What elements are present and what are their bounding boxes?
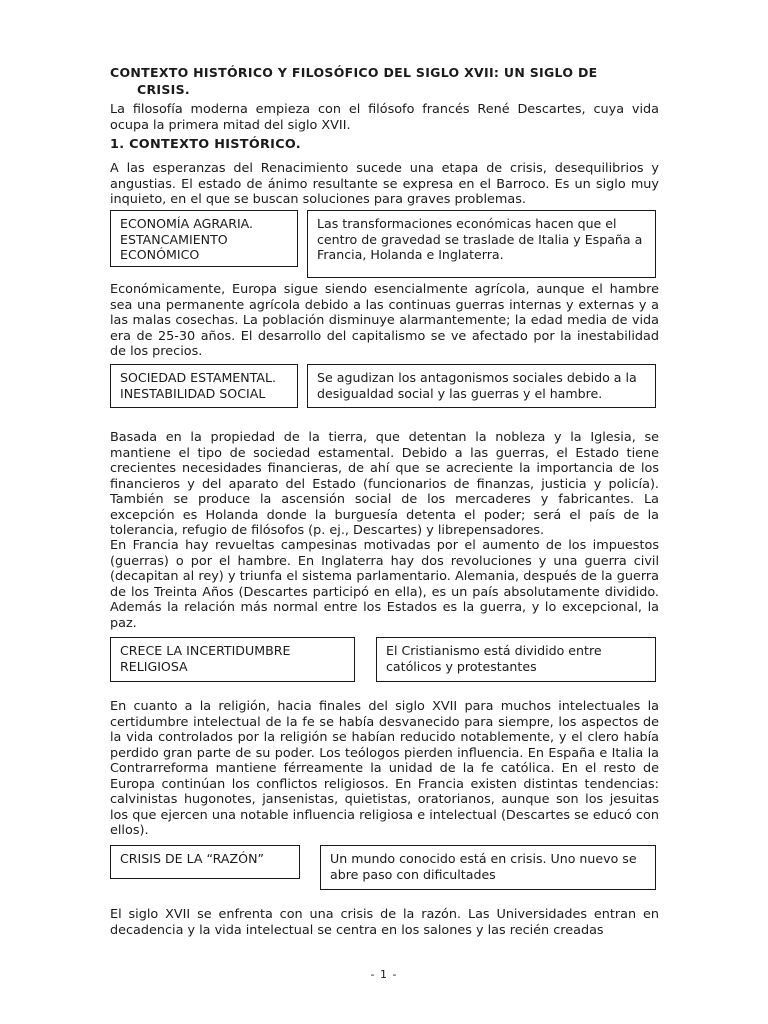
paragraph-1: A las esperanzas del Renacimiento sucede una etapa de crisis, desequilibrios y angustias. El estado de ánimo resultante se expresa en el Barroco. Es un siglo muy inquieto, en el que se buscan soluciones para graves problemas.	[110, 161, 659, 207]
page-number: - 1 -	[370, 968, 398, 981]
box-economia-label: ECONOMÍA AGRARIA. ESTANCAMIENTO ECONÓMICO	[110, 210, 298, 267]
section-heading: 1. CONTEXTO HISTÓRICO.	[110, 137, 301, 152]
intro-paragraph: La filosofía moderna empieza con el filósofo francés René Descartes, cuya vida ocupa la primera mitad del siglo XVII.	[110, 102, 659, 133]
document-title	[110, 64, 660, 98]
paragraph-6: El siglo XVII se enfrenta con una crisis de la razón. Las Universidades entran en decadencia y la vida intelectual se centra en los salones y las recién creadas	[110, 907, 659, 938]
box-sociedad-label: SOCIEDAD ESTAMENTAL. INESTABILIDAD SOCIAL	[110, 364, 298, 408]
title-line-1: CONTEXTO HISTÓRICO Y FILOSÓFICO DEL SIGLO XVII: UN SIGLO DE	[110, 65, 598, 80]
box-religion-text: El Cristianismo está dividido entre católicos y protestantes	[376, 637, 656, 682]
box-religion-label: CRECE LA INCERTIDUMBRE RELIGIOSA	[110, 637, 355, 682]
paragraph-2: Económicamente, Europa sigue siendo esencialmente agrícola, aunque el hambre sea una permanente agrícola debido a las continuas guerras internas y externas y a las malas cosechas. La población disminuye alarmantemente; la edad media de vida era de 25-30 años. El desarrollo del capitalismo se ve afectado por la inestabilidad de los precios.	[110, 282, 659, 359]
box-sociedad-text: Se agudizan los antagonismos sociales debido a la desigualdad social y las guerras y el hambre.	[307, 364, 656, 408]
paragraph-4: En Francia hay revueltas campesinas motivadas por el aumento de los impuestos (guerras) o por el hambre. En Inglaterra hay dos revoluciones y una guerra civil (decapitan al rey) y triunfa el sistema parlamentario. Alemania, después de la guerra de los Treinta Años (Descartes participó en ella), es un país absolutamente dividido. Además la relación más normal entre los Estados es la guerra, y lo excepcional, la paz.	[110, 538, 659, 631]
paragraph-3: Basada en la propiedad de la tierra, que detentan la nobleza y la Iglesia, se mantiene el tipo de sociedad estamental. Debido a las guerras, el Estado tiene crecientes necesidades financieras, de ahí que se acreciente la importancia de los financieros y del aparato del Estado (funcionarios de finanzas, justicia y policía). También se produce la ascensión social de los mercaderes y fabricantes. La excepción es Holanda donde la burguesía detenta el poder; será el país de la tolerancia, refugio de filósofos (p. ej., Descartes) y librepensadores.	[110, 430, 659, 538]
paragraph-5: En cuanto a la religión, hacia finales del siglo XVII para muchos intelectuales la certidumbre intelectual de la fe se había desvanecido para siempre, los aspectos de la vida controlados por la religión se habían reducido notablemente, y el clero había perdido gran parte de su poder. Los teólogos pierden influencia. En España e Italia la Contrarreforma mantiene férreamente la unidad de la fe católica. En el resto de Europa continúan los conflictos religiosos. En Francia existen distintas tendencias: calvinistas hugonotes, jansenistas, quietistas, oratorianos, aunque son los jesuitas los que ejercen una notable influencia religiosa e intelectual (Descartes se educó con ellos).	[110, 699, 659, 838]
box-razon-text: Un mundo conocido está en crisis. Uno nuevo se abre paso con dificultades	[320, 845, 656, 890]
box-economia-text: Las transformaciones económicas hacen que el centro de gravedad se traslade de Italia y España a Francia, Holanda e Inglaterra.	[307, 210, 656, 278]
title-line-2: CRISIS.	[137, 82, 190, 97]
box-razon-label: CRISIS DE LA “RAZÓN”	[110, 845, 300, 879]
